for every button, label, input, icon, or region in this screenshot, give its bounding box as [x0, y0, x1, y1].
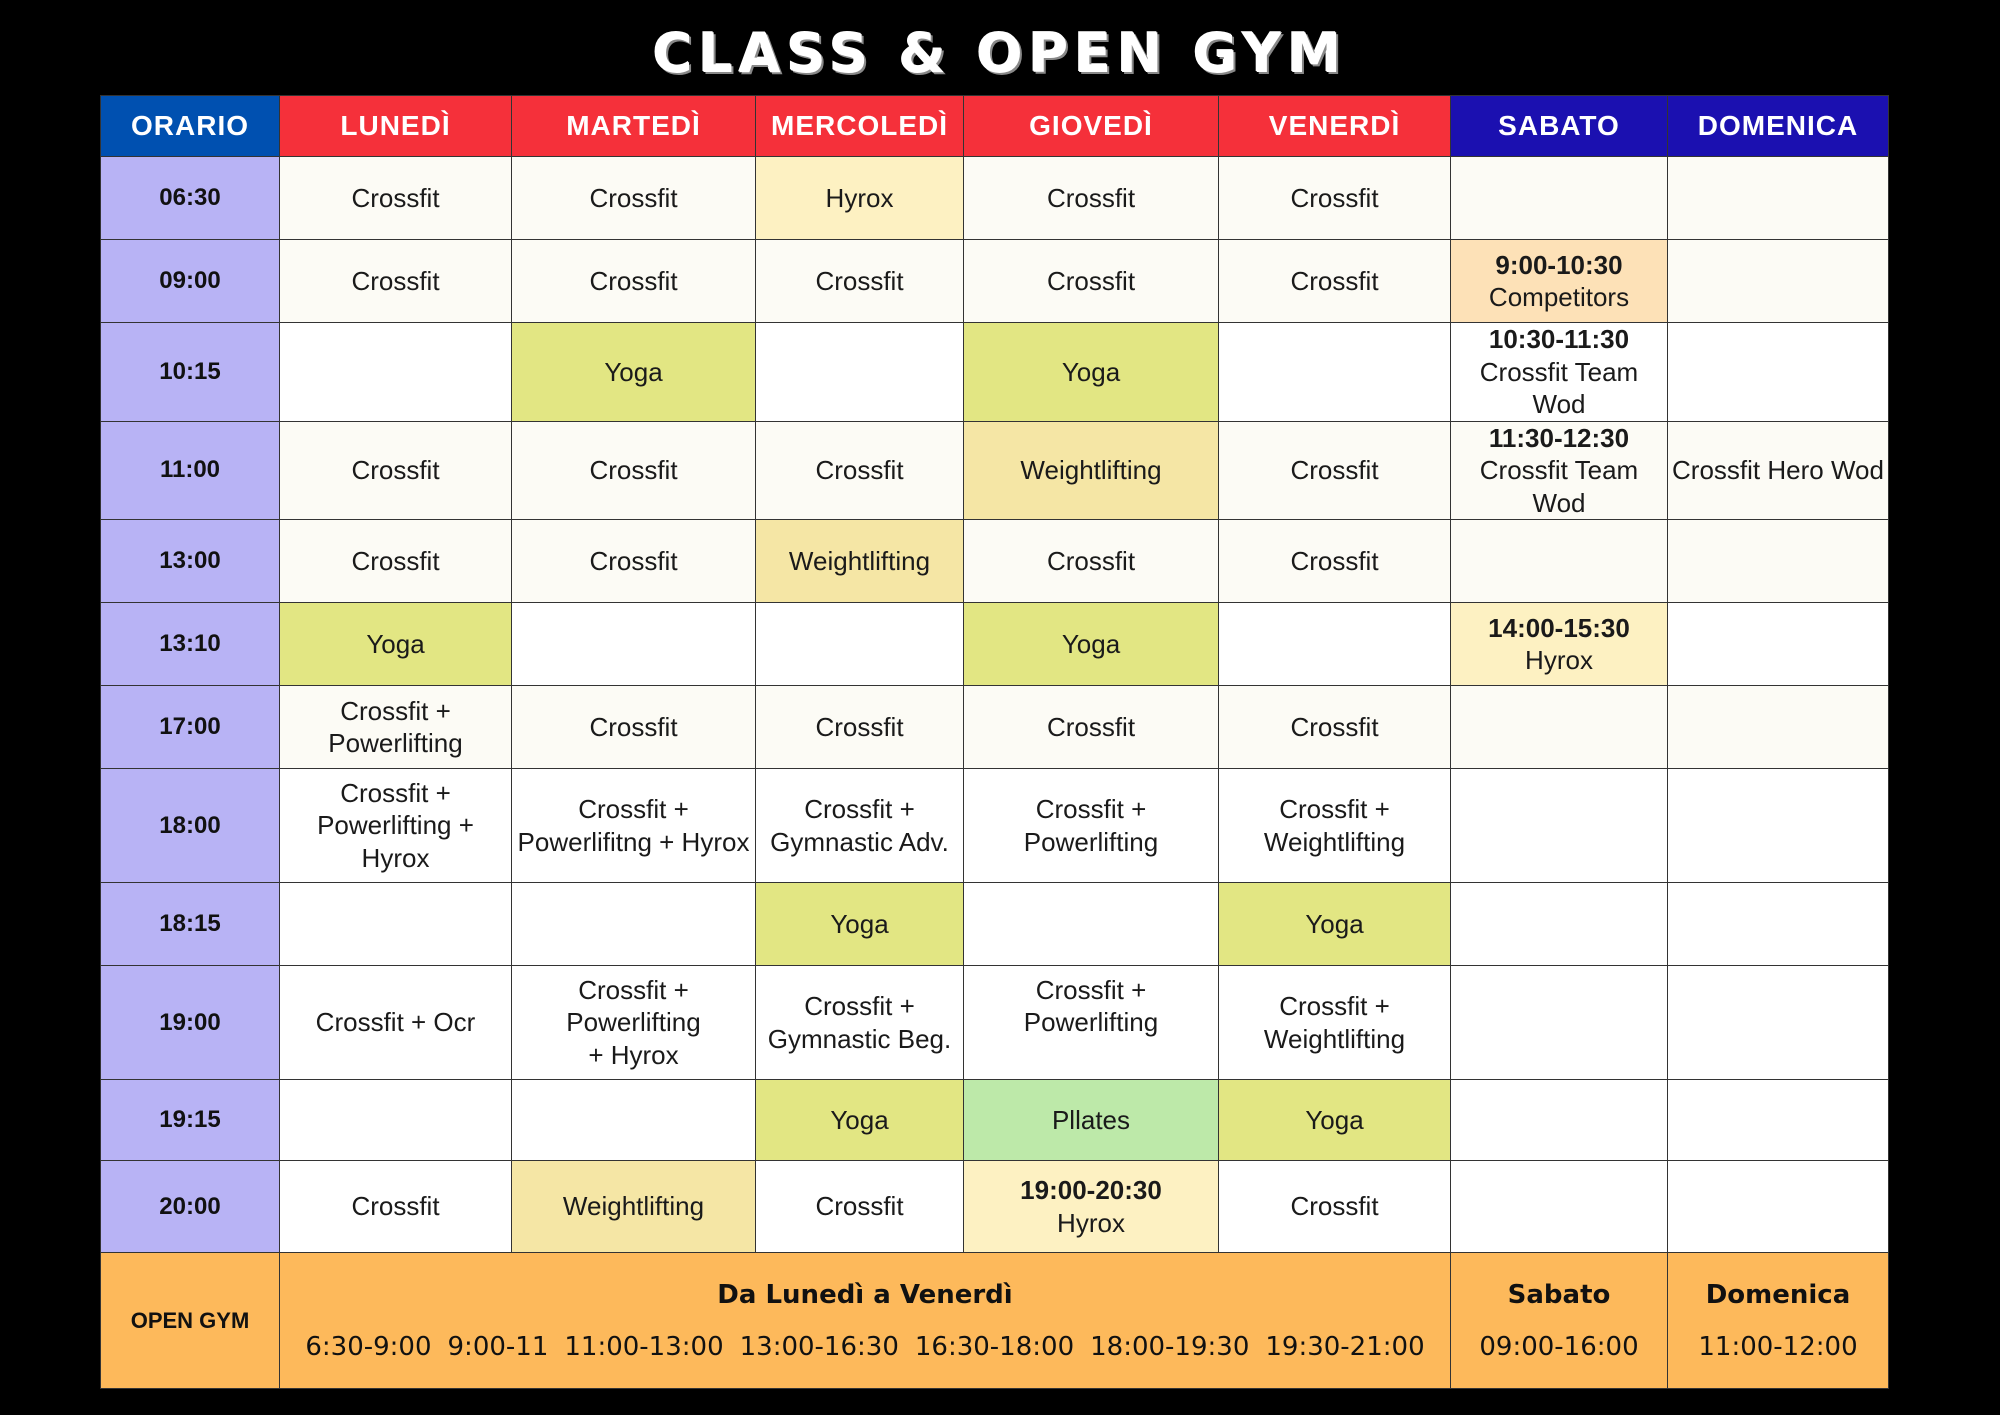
- open-gym-saturday: [1451, 1253, 1668, 1389]
- class-cell: [1451, 240, 1668, 323]
- time-slot: 19:00: [101, 966, 280, 1080]
- class-cell: [1451, 157, 1668, 240]
- open-gym-slot: 13:00-16:30: [739, 1331, 899, 1362]
- class-cell: [1668, 686, 1889, 769]
- class-name: Crossfit + Ocr: [315, 1007, 476, 1038]
- class-cell: [756, 1161, 964, 1253]
- class-name-line: Crossfit +: [804, 991, 915, 1021]
- open-gym-slot: 16:30-18:00: [914, 1331, 1075, 1362]
- class-cell: [1219, 1161, 1451, 1253]
- class-cell: [280, 240, 512, 323]
- open-gym-slot: 18:00-19:30: [1090, 1331, 1250, 1362]
- schedule-row: [101, 323, 1889, 422]
- class-cell: [756, 603, 964, 686]
- class-name-line: Powerlifitng + Hyrox: [517, 826, 750, 857]
- class-cell: [964, 323, 1219, 422]
- class-name: Crossfit: [1290, 182, 1379, 213]
- class-cell: [756, 769, 964, 883]
- open-gym-slot: 11:00-13:00: [564, 1331, 724, 1362]
- class-name-line: Crossfit +: [340, 695, 451, 726]
- schedule-row: [101, 157, 1889, 240]
- schedule-row: [101, 966, 1889, 1080]
- time-slot: 06:30: [101, 157, 280, 240]
- time-slot: 19:15: [101, 1080, 280, 1161]
- class-cell: [1451, 323, 1668, 422]
- class-name: Crossfit: [1290, 455, 1379, 485]
- class-name: Crossfit: [589, 265, 678, 296]
- class-name: Crossfit: [815, 711, 904, 742]
- class-cell: [964, 883, 1219, 966]
- class-cell: [280, 1080, 512, 1161]
- class-cell: [1668, 323, 1889, 422]
- class-name: Crossfit + Powerlifting: [1023, 794, 1159, 857]
- schedule-row: [101, 1161, 1889, 1253]
- class-cell: [280, 883, 512, 966]
- header-day-4: GIOVEDÌ: [964, 96, 1219, 157]
- open-gym-slot: 9:00-11: [447, 1331, 549, 1362]
- class-cell: [512, 603, 756, 686]
- class-name: Crossfit Team Wod: [1479, 455, 1639, 518]
- class-cell: [280, 421, 512, 520]
- class-name: Pllates: [1051, 1104, 1131, 1135]
- class-name: Crossfit: [815, 1191, 904, 1222]
- class-cell: [1219, 686, 1451, 769]
- class-name: Crossfit: [1046, 711, 1136, 742]
- class-cell: [1668, 883, 1889, 966]
- class-name-line: Crossfit +: [340, 777, 451, 808]
- class-time-range: 9:00-10:30: [1495, 249, 1623, 280]
- class-time-range: 11:30-12:30: [1488, 422, 1630, 453]
- schedule-row: [101, 421, 1889, 520]
- class-name: Yoga: [1061, 356, 1121, 387]
- class-name: Yoga: [604, 356, 663, 387]
- class-cell: [1451, 883, 1668, 966]
- class-cell: [1451, 966, 1668, 1080]
- time-slot: 17:00: [101, 686, 280, 769]
- class-cell: [964, 1161, 1219, 1253]
- class-cell: [1451, 421, 1668, 520]
- class-cell: [964, 603, 1219, 686]
- class-name: Crossfit Hero Wod: [1672, 455, 1884, 485]
- class-cell: [1668, 157, 1889, 240]
- class-name: Crossfit: [815, 455, 904, 485]
- class-name: Yoga: [1305, 1104, 1364, 1135]
- schedule-row: [101, 240, 1889, 323]
- class-name: Crossfit: [1046, 182, 1136, 213]
- class-cell: [512, 157, 756, 240]
- header-day-3: MERCOLEDÌ: [756, 96, 964, 157]
- class-name-line: Weightlifting: [1263, 1023, 1406, 1054]
- class-name-line: [968, 1039, 1214, 1072]
- class-name: Crossfit: [351, 545, 440, 576]
- class-name: Crossfit: [351, 455, 440, 485]
- class-cell: [1668, 421, 1889, 520]
- class-name: Weightlifting: [788, 545, 931, 576]
- class-cell: [964, 686, 1219, 769]
- header-day-5: VENERDÌ: [1219, 96, 1451, 157]
- class-cell: [280, 686, 512, 769]
- class-cell: [1219, 769, 1451, 883]
- time-slot: 18:15: [101, 883, 280, 966]
- class-name-line: Powerlifting + Hyrox: [317, 810, 474, 873]
- class-name-line: Weightlifting: [1263, 826, 1406, 857]
- class-name: Yoga: [1061, 628, 1121, 659]
- class-cell: [1668, 240, 1889, 323]
- class-cell: [1219, 157, 1451, 240]
- open-gym-row: [101, 1253, 1889, 1389]
- class-cell: [1668, 769, 1889, 883]
- class-cell: [1668, 1161, 1889, 1253]
- schedule-row: [101, 603, 1889, 686]
- class-cell: [964, 769, 1219, 883]
- class-cell: [280, 1161, 512, 1253]
- class-cell: [756, 686, 964, 769]
- header-time: ORARIO: [101, 96, 280, 157]
- class-cell: [512, 769, 756, 883]
- time-slot: 13:00: [101, 520, 280, 603]
- open-gym-weekdays: [280, 1253, 1451, 1389]
- class-cell: [756, 520, 964, 603]
- class-name-line: Crossfit +: [1279, 794, 1390, 824]
- class-name: Crossfit: [589, 182, 678, 213]
- class-time-range: 19:00-20:30: [1020, 1175, 1162, 1205]
- class-name: Crossfit: [351, 182, 440, 213]
- class-name: Crossfit: [351, 265, 440, 296]
- class-cell: [1668, 520, 1889, 603]
- class-name: Crossfit: [1046, 265, 1136, 296]
- class-cell: [1451, 603, 1668, 686]
- class-name: Yoga: [366, 628, 425, 659]
- time-slot: 09:00: [101, 240, 280, 323]
- class-name-line: Crossfit +: [578, 794, 689, 824]
- class-cell: [512, 520, 756, 603]
- class-name: Weightlifting: [1020, 455, 1162, 485]
- class-cell: [756, 966, 964, 1080]
- class-name: Crossfit: [1290, 711, 1379, 742]
- class-cell: [1668, 966, 1889, 1080]
- class-cell: [280, 769, 512, 883]
- open-gym-saturday-title: Sabato: [1507, 1279, 1611, 1310]
- open-gym-sunday-title: Domenica: [1705, 1279, 1851, 1310]
- class-cell: [964, 520, 1219, 603]
- open-gym-slot: 19:30-21:00: [1265, 1331, 1425, 1362]
- class-cell: [512, 966, 756, 1080]
- class-cell: [1451, 686, 1668, 769]
- class-cell: [512, 1161, 756, 1253]
- class-name: Yoga: [830, 908, 889, 939]
- class-cell: [756, 157, 964, 240]
- class-name: Crossfit: [589, 711, 678, 742]
- class-name: Crossfit: [1290, 1191, 1379, 1222]
- class-cell: [512, 1080, 756, 1161]
- class-cell: [512, 883, 756, 966]
- class-name: Yoga: [830, 1104, 889, 1135]
- class-cell: [512, 421, 756, 520]
- class-cell: [512, 686, 756, 769]
- class-cell: [1219, 1080, 1451, 1161]
- schedule-row: [101, 686, 1889, 769]
- class-name-line: Crossfit +: [804, 794, 915, 824]
- header-day-1: LUNEDÌ: [280, 96, 512, 157]
- open-gym-slot: 6:30-9:00: [305, 1331, 432, 1362]
- class-name-line: + Hyrox: [588, 1039, 679, 1070]
- class-cell: [1668, 1080, 1889, 1161]
- open-gym-label: OPEN GYM: [101, 1253, 280, 1389]
- class-time-range: 14:00-15:30: [1488, 612, 1630, 643]
- class-name: Hyrox: [1057, 1207, 1125, 1238]
- class-cell: [1219, 520, 1451, 603]
- page-title: CLASS & OPEN GYM: [652, 22, 1348, 85]
- class-cell: [1451, 1080, 1668, 1161]
- class-name: Competitors: [1488, 282, 1630, 312]
- class-name: Crossfit: [351, 1191, 440, 1222]
- class-cell: [756, 1080, 964, 1161]
- schedule-row: [101, 769, 1889, 883]
- class-name: Crossfit: [1290, 545, 1379, 576]
- header-day-6: SABATO: [1451, 96, 1668, 157]
- class-cell: [1451, 520, 1668, 603]
- class-name-line: Powerlifting: [328, 728, 463, 758]
- class-name-line: Gymnastic Beg.: [767, 1023, 952, 1054]
- class-cell: [1451, 769, 1668, 883]
- class-cell: [1219, 240, 1451, 323]
- open-gym-weekdays-slots: [284, 1332, 1446, 1362]
- class-cell: [512, 323, 756, 422]
- class-cell: [1219, 966, 1451, 1080]
- header-day-7: DOMENICA: [1668, 96, 1889, 157]
- schedule-row: [101, 883, 1889, 966]
- class-cell: [964, 966, 1219, 1080]
- time-slot: 18:00: [101, 769, 280, 883]
- class-cell: [756, 240, 964, 323]
- class-name: Crossfit Team Wod: [1479, 356, 1639, 419]
- schedule-body: [101, 157, 1889, 1253]
- class-name: Hyrox: [1525, 645, 1593, 675]
- class-cell: [280, 157, 512, 240]
- class-cell: [280, 966, 512, 1080]
- time-slot: 20:00: [101, 1161, 280, 1253]
- class-cell: [964, 421, 1219, 520]
- class-name: Hyrox: [825, 182, 894, 213]
- class-name-line: Crossfit +: [1279, 991, 1390, 1021]
- header-row: [101, 96, 1889, 157]
- class-cell: [280, 323, 512, 422]
- class-cell: [512, 240, 756, 323]
- schedule-row: [101, 1080, 1889, 1161]
- open-gym-sunday-hours: 11:00-12:00: [1698, 1331, 1858, 1362]
- class-name: Yoga: [1305, 908, 1364, 939]
- class-name: Crossfit: [1290, 265, 1379, 296]
- class-name: Crossfit: [1046, 545, 1136, 576]
- class-name: Crossfit: [589, 455, 678, 485]
- class-cell: [756, 421, 964, 520]
- class-cell: [964, 240, 1219, 323]
- class-cell: [280, 520, 512, 603]
- class-cell: [1219, 883, 1451, 966]
- header-day-2: MARTEDÌ: [512, 96, 756, 157]
- open-gym-weekdays-title: Da Lunedì a Venerdì: [717, 1279, 1013, 1310]
- class-name: Crossfit: [589, 545, 678, 576]
- class-cell: [1219, 603, 1451, 686]
- class-cell: [1219, 421, 1451, 520]
- class-name: Crossfit: [815, 265, 904, 296]
- class-name-line: Gymnastic Adv.: [770, 826, 949, 857]
- class-cell: [1451, 1161, 1668, 1253]
- class-cell: [964, 1080, 1219, 1161]
- class-cell: [1668, 603, 1889, 686]
- class-cell: [756, 883, 964, 966]
- schedule-table: [100, 95, 1889, 1389]
- open-gym-sunday: [1668, 1253, 1889, 1389]
- open-gym-saturday-hours: 09:00-16:00: [1479, 1331, 1639, 1362]
- class-cell: [964, 157, 1219, 240]
- class-cell: [1219, 323, 1451, 422]
- class-cell: [756, 323, 964, 422]
- time-slot: 13:10: [101, 603, 280, 686]
- class-cell: [280, 603, 512, 686]
- time-slot: 11:00: [101, 421, 280, 520]
- class-time-range: 10:30-11:30: [1488, 324, 1630, 354]
- class-name-line: Crossfit + Powerlifting: [1023, 974, 1159, 1038]
- class-name-line: Crossfit + Powerlifting: [566, 974, 701, 1038]
- schedule-row: [101, 520, 1889, 603]
- class-name: Weightlifting: [562, 1191, 705, 1222]
- time-slot: 10:15: [101, 323, 280, 422]
